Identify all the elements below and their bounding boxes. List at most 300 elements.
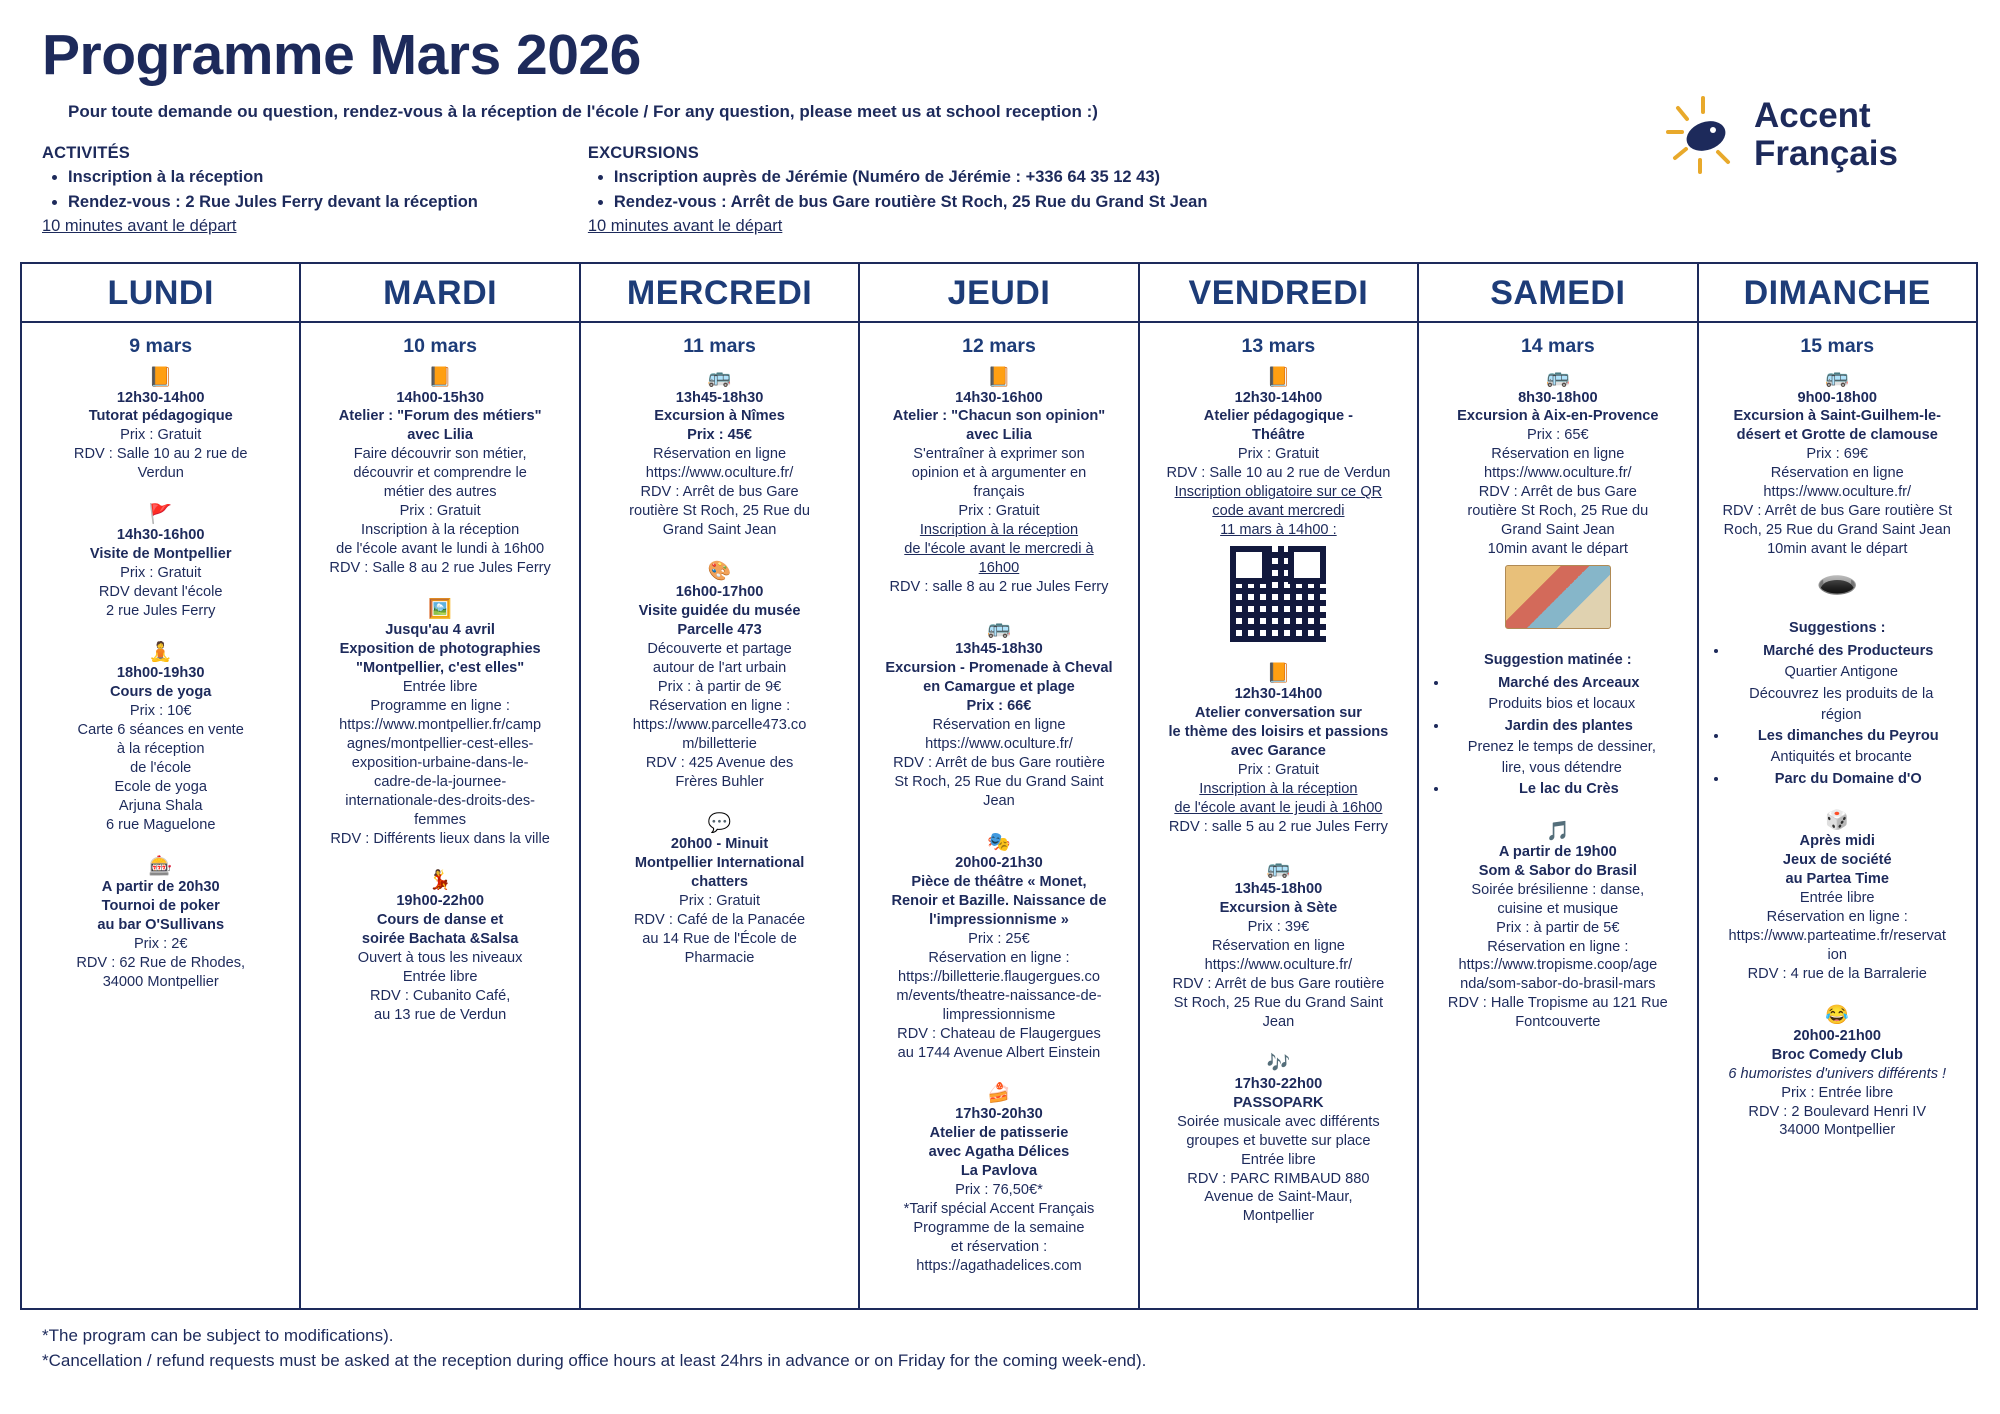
event-line: Prix : à partir de 9€ xyxy=(657,679,782,696)
event-line: Parcelle 473 xyxy=(677,622,762,639)
event-line: Excursion - Promenade à Cheval xyxy=(885,660,1113,677)
event-line: 13h45-18h30 xyxy=(675,389,764,406)
event-line: Pièce de théâtre « Monet, xyxy=(911,873,1087,890)
list-item: Prenez le temps de dessiner, xyxy=(1467,738,1656,755)
event-line: Prix : Gratuit xyxy=(120,565,202,582)
event-line: Entrée libre xyxy=(402,679,478,696)
event-line: Fontcouverte xyxy=(1515,1014,1601,1031)
event-line: Découverte et partage xyxy=(647,641,792,658)
event-line: Faire découvrir son métier, xyxy=(353,446,527,463)
event-line: 17h30-22h00 xyxy=(1234,1075,1323,1092)
book-icon: 📙 xyxy=(428,366,452,388)
event-line: RDV : Arrêt de bus Gare routière xyxy=(1172,975,1385,992)
event-line: Après midi xyxy=(1799,832,1875,849)
event-line: désert et Grotte de clamouse xyxy=(1736,427,1938,444)
list-item: • Marché des Arceaux xyxy=(1449,674,1688,693)
day-column-dimanche xyxy=(1699,264,1976,1309)
event-line: Réservation en ligne : xyxy=(1487,938,1629,955)
event-line: Prix : 69€ xyxy=(1806,446,1869,463)
event-line: 8h30-18h00 xyxy=(1518,389,1598,406)
event-line: Excursion à Saint-Guilhem-le- xyxy=(1733,408,1942,425)
event-line: RDV : Salle 10 au 2 rue de xyxy=(73,446,248,463)
event-line: le thème des loisirs et passions xyxy=(1168,724,1389,741)
excursions-note: 10 minutes avant le départ xyxy=(587,216,783,235)
day-column-samedi xyxy=(1419,264,1698,1309)
bus-icon: 🚌 xyxy=(1825,366,1850,388)
event-line: chatters xyxy=(691,873,748,890)
event-line: RDV : Arrêt de bus Gare xyxy=(640,484,799,501)
event-line: Prix : 39€ xyxy=(1247,918,1310,935)
event-line: au Partea Time xyxy=(1785,870,1890,887)
event-line: Inscription à la réception xyxy=(361,522,520,539)
event-line: Soirée musicale avec différents xyxy=(1177,1113,1380,1130)
event-item[interactable] xyxy=(1427,651,1688,799)
event-line: RDV : salle 5 au 2 rue Jules Ferry xyxy=(1168,819,1388,835)
bus-icon: 🚌 xyxy=(1545,366,1570,388)
day-column-lundi xyxy=(22,264,301,1309)
event-line: 10min avant le départ xyxy=(1487,541,1628,558)
excursions-item-1: Rendez-vous : Arrêt de bus Gare routière St Roch, 25 Rue du Grand St Jean xyxy=(613,193,1208,212)
page-subtitle: Pour toute demande ou question, rendez-vous à la réception de l'école / For any question, please meet us at school reception :) xyxy=(68,102,1098,121)
list-item: région xyxy=(1820,706,1862,723)
event-line: de l'école avant le jeudi à 16h00 xyxy=(1174,800,1383,817)
book-icon: 📙 xyxy=(1266,366,1291,388)
event-line: RDV : Salle 8 au 2 rue Jules Ferry xyxy=(329,560,551,577)
event-line: Atelier conversation sur xyxy=(1194,705,1362,722)
event-line: https://www.oculture.fr/ xyxy=(1763,484,1912,501)
event-line: 9h00-18h00 xyxy=(1797,389,1877,406)
day-date: 13 mars xyxy=(1241,334,1316,357)
event-line: RDV : 4 rue de la Barralerie xyxy=(1747,965,1927,982)
event-line: de l'école xyxy=(130,759,192,776)
day-date: 12 mars xyxy=(962,334,1036,357)
events-list xyxy=(581,364,858,1309)
list-item: Découvrez les produits de la xyxy=(1749,685,1934,702)
event-line: cuisine et musique xyxy=(1497,900,1619,917)
art-icon: 🎨 xyxy=(707,561,732,583)
event-item[interactable] xyxy=(30,505,291,621)
event-line: Programme de la semaine xyxy=(913,1220,1085,1237)
music-notes-icon: 🎶 xyxy=(1266,1052,1291,1074)
event-line: 12h30-14h00 xyxy=(1234,389,1323,406)
week-calendar xyxy=(20,262,1978,1311)
event-line: RDV devant l'école xyxy=(98,584,223,601)
event-line: Réservation en ligne xyxy=(1211,937,1345,954)
event-line: RDV : PARC RIMBAUD 880 xyxy=(1187,1170,1370,1187)
event-line: femmes xyxy=(414,811,467,828)
event-line: St Roch, 25 Rue du Grand Saint xyxy=(1173,994,1384,1011)
event-line: Prix : Gratuit xyxy=(958,503,1040,520)
activities-heading: ACTIVITÉS xyxy=(42,144,130,162)
day-name: JEUDI xyxy=(860,264,1137,323)
event-line: Prix : Gratuit xyxy=(1237,446,1319,463)
bus-icon: 🚌 xyxy=(987,618,1011,640)
event-line: Atelier : "Chacun son opinion" xyxy=(892,408,1106,425)
event-line: Cours de yoga xyxy=(110,684,212,701)
event-item[interactable] xyxy=(868,619,1129,811)
event-line: Jusqu'au 4 avril xyxy=(385,622,495,639)
excursions-block xyxy=(588,144,1208,236)
event-line: avec Agatha Délices xyxy=(928,1144,1070,1161)
logo-text xyxy=(1754,97,1898,173)
event-line: *Tarif spécial Accent Français xyxy=(903,1201,1095,1218)
day-name: LUNDI xyxy=(22,264,299,323)
event-line: S'entraîner à exprimer son xyxy=(913,446,1085,463)
book-icon: 📙 xyxy=(148,366,173,388)
event-line: 14h30-16h00 xyxy=(955,389,1043,406)
book-icon: 📙 xyxy=(987,366,1011,388)
event-line: Atelier : "Forum des métiers" xyxy=(338,408,542,425)
event-line: Réservation en ligne : xyxy=(928,949,1070,966)
event-line: cadre-de-la-journee- xyxy=(374,773,507,790)
excursions-heading: EXCURSIONS xyxy=(587,144,699,162)
bus-icon: 🚌 xyxy=(707,366,732,388)
event-line: Jean xyxy=(1262,1013,1295,1030)
day-column-mardi xyxy=(301,264,580,1309)
day-date: 11 mars xyxy=(683,334,756,357)
event-line: Réservation en ligne xyxy=(1770,465,1904,482)
event-item[interactable] xyxy=(868,833,1129,1063)
event-line: Prix : 76,50€* xyxy=(955,1182,1043,1199)
event-line: Roch, 25 Rue du Grand Saint Jean xyxy=(1723,522,1951,539)
event-line: 14h30-16h00 xyxy=(116,527,205,544)
event-line: opinion et à argumenter en xyxy=(911,465,1087,482)
event-line: https://www.oculture.fr/ xyxy=(925,735,1073,752)
event-line: métier des autres xyxy=(383,484,497,501)
activities-block xyxy=(42,144,478,236)
activities-item-0: Inscription à la réception xyxy=(68,168,264,186)
event-line: routière St Roch, 25 Rue du xyxy=(1467,503,1649,520)
list-item: • Jardin des plantes xyxy=(1449,717,1688,736)
event-line: l'impressionnisme » xyxy=(929,911,1069,928)
event-line: Som & Sabor do Brasil xyxy=(1478,862,1637,879)
event-line: 11 mars à 14h00 : xyxy=(1220,522,1337,539)
event-line: Prix : Gratuit xyxy=(679,892,761,909)
event-line: Grand Saint Jean xyxy=(1501,522,1615,539)
event-line: https://www.parcelle473.co xyxy=(632,717,807,733)
event-item[interactable] xyxy=(589,368,850,541)
event-line: Suggestion matinée : xyxy=(1484,652,1632,669)
event-item[interactable] xyxy=(589,814,850,968)
event-line: St Roch, 25 Rue du Grand Saint xyxy=(894,773,1104,790)
event-line: et réservation : xyxy=(950,1239,1048,1256)
event-line: "Montpellier, c'est elles" xyxy=(356,660,525,677)
event-line: 34000 Montpellier xyxy=(1779,1122,1896,1139)
logo-line-2: Français xyxy=(1754,133,1898,173)
event-line: en Camargue et plage xyxy=(923,679,1075,696)
event-line: Tutorat pédagogique xyxy=(88,408,233,425)
dance-icon: 💃 xyxy=(428,869,452,891)
event-line: RDV : 425 Avenue des xyxy=(645,754,794,771)
event-line: Exposition de photographies xyxy=(339,641,541,658)
event-line: 18h00-19h30 xyxy=(116,665,205,682)
event-line: 34000 Montpellier xyxy=(102,973,219,990)
exhibition-icon: 🖼️ xyxy=(428,599,452,621)
list-item: • Parc du Domaine d'O xyxy=(1729,770,1968,789)
event-line: Visite de Montpellier xyxy=(89,546,232,563)
day-name: MERCREDI xyxy=(581,264,858,323)
event-line: 20h00-21h00 xyxy=(1793,1027,1882,1044)
event-line: Verdun xyxy=(137,465,184,482)
event-line: RDV : Café de la Panacée xyxy=(633,911,806,928)
logo-line-1: Accent xyxy=(1754,95,1871,135)
event-line: Jeux de société xyxy=(1782,851,1892,868)
event-line: Réservation en ligne : xyxy=(1766,908,1908,925)
event-item[interactable] xyxy=(1707,368,1968,598)
event-item[interactable] xyxy=(589,562,850,792)
day-column-mercredi xyxy=(581,264,860,1309)
event-line: RDV : Arrêt de bus Gare routière St xyxy=(1722,503,1953,520)
events-list xyxy=(301,364,578,1309)
event-line: Prix : Gratuit xyxy=(120,427,202,444)
event-item[interactable] xyxy=(1148,859,1409,1032)
chat-icon: 💬 xyxy=(707,812,732,834)
event-line: découvrir et comprendre le xyxy=(353,465,527,482)
event-item[interactable] xyxy=(1707,619,1968,789)
event-line: Jean xyxy=(983,792,1015,809)
event-line: RDV : Cubanito Café, xyxy=(369,987,511,1004)
event-line: autour de l'art urbain xyxy=(652,660,787,677)
event-line: Visite guidée du musée xyxy=(638,603,801,620)
day-name: VENDREDI xyxy=(1140,264,1417,323)
poker-chip-icon: 🎰 xyxy=(148,855,173,877)
event-line: Entrée libre xyxy=(1799,889,1875,906)
event-line: 6 humoristes d'univers différents ! xyxy=(1728,1065,1947,1082)
event-line: Atelier de patisserie xyxy=(929,1125,1069,1142)
event-line: avec Lilia xyxy=(407,427,473,444)
event-line: Broc Comedy Club xyxy=(1771,1046,1903,1063)
event-item[interactable] xyxy=(30,368,291,484)
event-line: https://www.oculture.fr/ xyxy=(645,465,794,482)
event-line: Prix : Gratuit xyxy=(399,503,481,520)
event-line: Excursion à Sète xyxy=(1219,899,1338,916)
event-line: Soirée brésilienne : danse, xyxy=(1471,881,1645,898)
event-line: de l'école avant le mercredi à xyxy=(904,541,1094,558)
event-line: RDV : Différents lieux dans la ville xyxy=(330,830,550,847)
event-item[interactable] xyxy=(1427,822,1688,1033)
list-item: lire, vous détendre xyxy=(1501,760,1622,777)
event-line: au bar O'Sullivans xyxy=(97,916,225,933)
list-item xyxy=(614,191,1208,213)
event-line: Carte 6 séances en vente xyxy=(77,722,244,739)
event-item[interactable] xyxy=(868,368,1129,598)
event-line: 2 rue Jules Ferry xyxy=(105,603,216,620)
event-line: Grand Saint Jean xyxy=(662,522,777,539)
event-line: Cours de danse et xyxy=(376,911,504,928)
event-line: au 1744 Avenue Albert Einstein xyxy=(897,1044,1101,1061)
event-line: La Pavlova xyxy=(960,1163,1038,1180)
laughing-icon: 😂 xyxy=(1825,1004,1850,1026)
event-item[interactable] xyxy=(309,871,570,1025)
event-line: RDV : 62 Rue de Rhodes, xyxy=(76,954,246,971)
qr-code[interactable] xyxy=(1230,546,1326,642)
footer-notes xyxy=(42,1324,1980,1373)
suggestion-list xyxy=(1427,674,1688,800)
event-line: Prix : à partir de 5€ xyxy=(1496,919,1620,936)
event-line: PASSOPARK xyxy=(1233,1094,1324,1111)
list-item xyxy=(68,166,478,188)
event-line: A partir de 20h30 xyxy=(101,878,220,895)
event-item[interactable] xyxy=(30,857,291,992)
theatre-masks-icon: 🎭 xyxy=(987,831,1011,853)
event-line: RDV : Arrêt de bus Gare xyxy=(1478,484,1637,501)
event-line: exposition-urbaine-dans-le- xyxy=(351,754,529,771)
event-line: code avant mercredi xyxy=(1212,503,1345,520)
book-icon: 📙 xyxy=(1266,663,1291,685)
activities-item-1: Rendez-vous : 2 Rue Jules Ferry devant la réception xyxy=(68,193,478,212)
event-item[interactable] xyxy=(309,368,570,579)
day-name: MARDI xyxy=(301,264,578,323)
list-item: • Marché des Producteurs xyxy=(1729,642,1968,661)
day-date: 10 mars xyxy=(403,334,477,357)
excursions-item-0: Inscription auprès de Jérémie (Numéro de Jérémie : +336 64 35 12 43) xyxy=(613,168,1161,186)
event-line: agnes/montpellier-cest-elles- xyxy=(346,735,534,752)
event-line: Avenue de Saint-Maur, xyxy=(1204,1189,1353,1206)
music-icon: 🎵 xyxy=(1545,820,1570,842)
list-item: • Les dimanches du Peyrou xyxy=(1729,727,1968,746)
event-line: Réservation en ligne xyxy=(1491,446,1625,463)
list-item xyxy=(614,166,1208,188)
cave-icon: 🕳️ xyxy=(1816,561,1859,600)
excursion-photo xyxy=(1505,565,1611,629)
event-line: Entrée libre xyxy=(1241,1151,1316,1168)
event-line: 17h30-20h30 xyxy=(955,1106,1043,1123)
event-line: RDV : Arrêt de bus Gare routière xyxy=(893,754,1105,771)
event-item[interactable] xyxy=(1427,368,1688,630)
event-line: Atelier pédagogique - xyxy=(1203,408,1353,425)
event-line: Pharmacie xyxy=(684,949,755,966)
event-line: Renoir et Bazille. Naissance de xyxy=(891,892,1107,909)
event-line: Suggestions : xyxy=(1789,620,1886,637)
list-item xyxy=(68,191,478,213)
event-line: Théâtre xyxy=(1252,427,1305,444)
events-list xyxy=(1140,364,1417,1309)
event-line: internationale-des-droits-des- xyxy=(345,792,536,809)
event-line: Tournoi de poker xyxy=(101,897,220,914)
activities-list xyxy=(42,166,478,214)
event-line: 14h00-15h30 xyxy=(396,389,484,406)
event-line: 13h45-18h00 xyxy=(1234,880,1323,897)
event-line: au 14 Rue de l'École de xyxy=(642,930,797,947)
event-line: Arjuna Shala xyxy=(118,797,203,814)
event-line: Inscription obligatoire sur ce QR xyxy=(1174,484,1383,501)
list-item: • Le lac du Crès xyxy=(1449,780,1688,799)
event-line: Prix : 65€ xyxy=(1526,427,1589,444)
event-line: 12h30-14h00 xyxy=(116,389,205,406)
event-line: Programme en ligne : xyxy=(370,698,510,715)
day-column-vendredi xyxy=(1140,264,1419,1309)
dice-icon: 🎲 xyxy=(1825,809,1850,831)
events-list xyxy=(22,364,299,1309)
day-column-jeudi xyxy=(860,264,1139,1309)
event-line: Prix : 66€ xyxy=(966,698,1032,715)
event-line: Frères Buhler xyxy=(675,773,764,790)
event-line: RDV : Halle Tropisme au 121 Rue xyxy=(1447,995,1668,1012)
event-item[interactable] xyxy=(1148,368,1409,643)
event-line: Ouvert à tous les niveaux xyxy=(357,949,523,966)
footer-line-2: *Cancellation / refund requests must be asked at the reception during office hours at least 24hrs in advance or on Friday for the coming week-end). xyxy=(42,1350,1147,1370)
event-line: nda/som-sabor-do-brasil-mars xyxy=(1460,976,1656,993)
events-list xyxy=(860,364,1137,1309)
event-line: ion xyxy=(1827,946,1847,963)
event-line: Ecole de yoga xyxy=(114,778,207,795)
footer-line-1: *The program can be subject to modifications). xyxy=(42,1326,394,1346)
event-line: Prix : Entrée libre xyxy=(1781,1084,1894,1101)
list-item: Quartier Antigone xyxy=(1784,664,1899,681)
event-item[interactable] xyxy=(1707,1006,1968,1141)
event-line: Montpellier xyxy=(1242,1208,1315,1225)
day-date: 15 mars xyxy=(1800,334,1875,357)
event-item[interactable] xyxy=(1707,811,1968,984)
event-item[interactable] xyxy=(1148,1054,1409,1227)
event-line: 16h00 xyxy=(978,560,1020,577)
event-item[interactable] xyxy=(309,600,570,849)
event-line: Prix : 45€ xyxy=(687,427,752,444)
events-list xyxy=(1699,364,1976,1309)
event-line: RDV : 2 Boulevard Henri IV xyxy=(1748,1103,1927,1120)
event-line: Prix : Gratuit xyxy=(1237,762,1319,779)
event-line: français xyxy=(973,484,1025,501)
event-line: 20h00 - Minuit xyxy=(670,835,769,852)
event-line: Inscription à la réception xyxy=(1199,781,1358,798)
event-line: Réservation en ligne xyxy=(932,717,1066,733)
event-line: soirée Bachata &Salsa xyxy=(361,930,519,947)
event-line: avec Lilia xyxy=(966,427,1032,444)
event-line: https://www.oculture.fr/ xyxy=(1204,956,1353,973)
event-line: Prix : 25€ xyxy=(968,930,1030,947)
event-line: Inscription à la réception xyxy=(919,522,1079,539)
event-line: avec Garance xyxy=(1230,743,1326,760)
list-item: Antiquités et brocante xyxy=(1770,749,1912,766)
event-line: Réservation en ligne : xyxy=(648,698,791,715)
event-line: RDV : Salle 10 au 2 rue de Verdun xyxy=(1166,465,1391,482)
event-line: Prix : 2€ xyxy=(133,935,188,952)
flag-icon: 🚩 xyxy=(148,504,173,526)
event-line: au 13 rue de Verdun xyxy=(374,1006,507,1023)
event-line: Montpellier International xyxy=(634,854,805,871)
list-item: Produits bios et locaux xyxy=(1488,696,1636,713)
suggestion-list xyxy=(1707,642,1968,789)
event-line: 16h00-17h00 xyxy=(675,584,764,601)
event-line: de l'école avant le lundi à 16h00 xyxy=(336,541,545,558)
event-line: https://agathadelices.com xyxy=(916,1258,1082,1275)
event-line: 10min avant le départ xyxy=(1767,541,1908,558)
event-item[interactable] xyxy=(1148,664,1409,837)
event-item[interactable] xyxy=(30,643,291,835)
event-line: https://www.parteatime.fr/reservat xyxy=(1728,927,1946,944)
event-line: Entrée libre xyxy=(402,968,478,985)
event-line: https://www.montpellier.fr/camp xyxy=(339,717,542,733)
day-date: 14 mars xyxy=(1520,334,1595,357)
page-title: Programme Mars 2026 xyxy=(42,23,641,87)
event-item[interactable] xyxy=(868,1084,1129,1276)
event-line: 13h45-18h30 xyxy=(955,641,1043,658)
event-line: m/events/theatre-naissance-de- xyxy=(896,987,1102,1004)
event-line: A partir de 19h00 xyxy=(1498,843,1617,860)
day-date: 9 mars xyxy=(129,334,193,357)
page-header xyxy=(20,22,1980,236)
events-list xyxy=(1419,364,1696,1309)
event-line: Prix : 10€ xyxy=(129,703,192,720)
event-line: Excursion à Nîmes xyxy=(654,408,785,425)
event-line: routière St Roch, 25 Rue du xyxy=(629,503,810,520)
accent-francais-logo xyxy=(1660,82,1920,187)
event-line: 6 rue Maguelone xyxy=(105,816,216,833)
event-line: Excursion à Aix-en-Provence xyxy=(1457,408,1659,425)
event-line: https://www.tropisme.coop/age xyxy=(1458,957,1658,974)
event-line: 12h30-14h00 xyxy=(1234,686,1323,703)
event-line: Réservation en ligne xyxy=(653,446,787,463)
